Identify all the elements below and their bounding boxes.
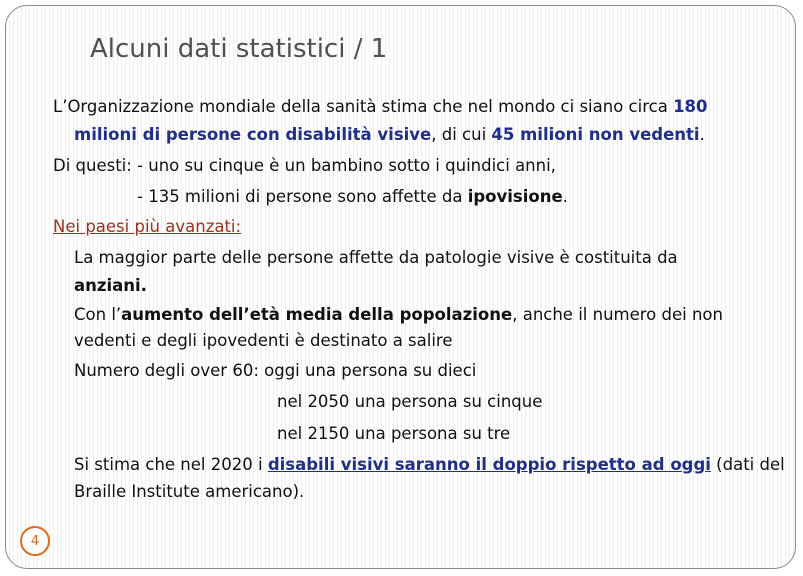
paragraph-line (74, 272, 147, 300)
paragraph-line (74, 451, 785, 479)
page-number-badge: 4 (20, 526, 50, 556)
text: Di questi: - uno su cinque è un bambino sotto i quindici anni, (53, 156, 556, 175)
text: nel 2150 una persona su tre (277, 424, 511, 443)
text: Numero degli over 60: oggi una persona su dieci (74, 361, 477, 380)
text: Si stima che nel 2020 i (74, 455, 268, 474)
slide (5, 5, 796, 569)
text: L’Organizzazione mondiale della sanità stima che nel mondo ci siano circa (53, 97, 674, 116)
section-heading (53, 213, 241, 241)
text: vedenti e degli ipovedenti è destinato a salire (74, 331, 453, 350)
text: Braille Institute americano). (74, 482, 305, 501)
paragraph-line (53, 93, 708, 121)
paragraph-line (137, 183, 568, 211)
paragraph-line (74, 301, 723, 329)
paragraph-line (74, 244, 678, 272)
text: La maggior parte delle persone affette da patologie visive è costituita da (74, 248, 678, 267)
paragraph-line (74, 327, 453, 355)
slide-title: Alcuni dati statistici / 1 (90, 34, 388, 64)
text: (dati del (710, 455, 785, 474)
highlight-text: 180 (673, 97, 708, 116)
paragraph-line (277, 388, 542, 416)
text: Con l’ (74, 305, 122, 324)
text: , di cui (431, 125, 492, 144)
highlight-text: milioni di persone con disabilità visive (74, 125, 432, 144)
paragraph-line (53, 152, 556, 180)
paragraph-line (74, 478, 304, 506)
text: nel 2050 una persona su cinque (277, 392, 543, 411)
text: . (562, 187, 568, 206)
text: . (699, 125, 705, 144)
bold-text: anziani. (74, 276, 147, 295)
paragraph-line (74, 121, 705, 149)
text: , anche il numero dei non (512, 305, 723, 324)
paragraph-line (74, 357, 476, 385)
text: - 135 milioni di persone sono affette da (137, 187, 468, 206)
hyperlink[interactable]: disabili visivi saranno il doppio rispetto ad oggi (267, 455, 711, 474)
bold-text: ipovisione (467, 187, 563, 206)
paragraph-line (277, 420, 510, 448)
heading-text: Nei paesi più avanzati: (53, 217, 242, 236)
bold-text: aumento dell’età media della popolazione (121, 305, 513, 324)
highlight-text: 45 milioni non vedenti (491, 125, 700, 144)
